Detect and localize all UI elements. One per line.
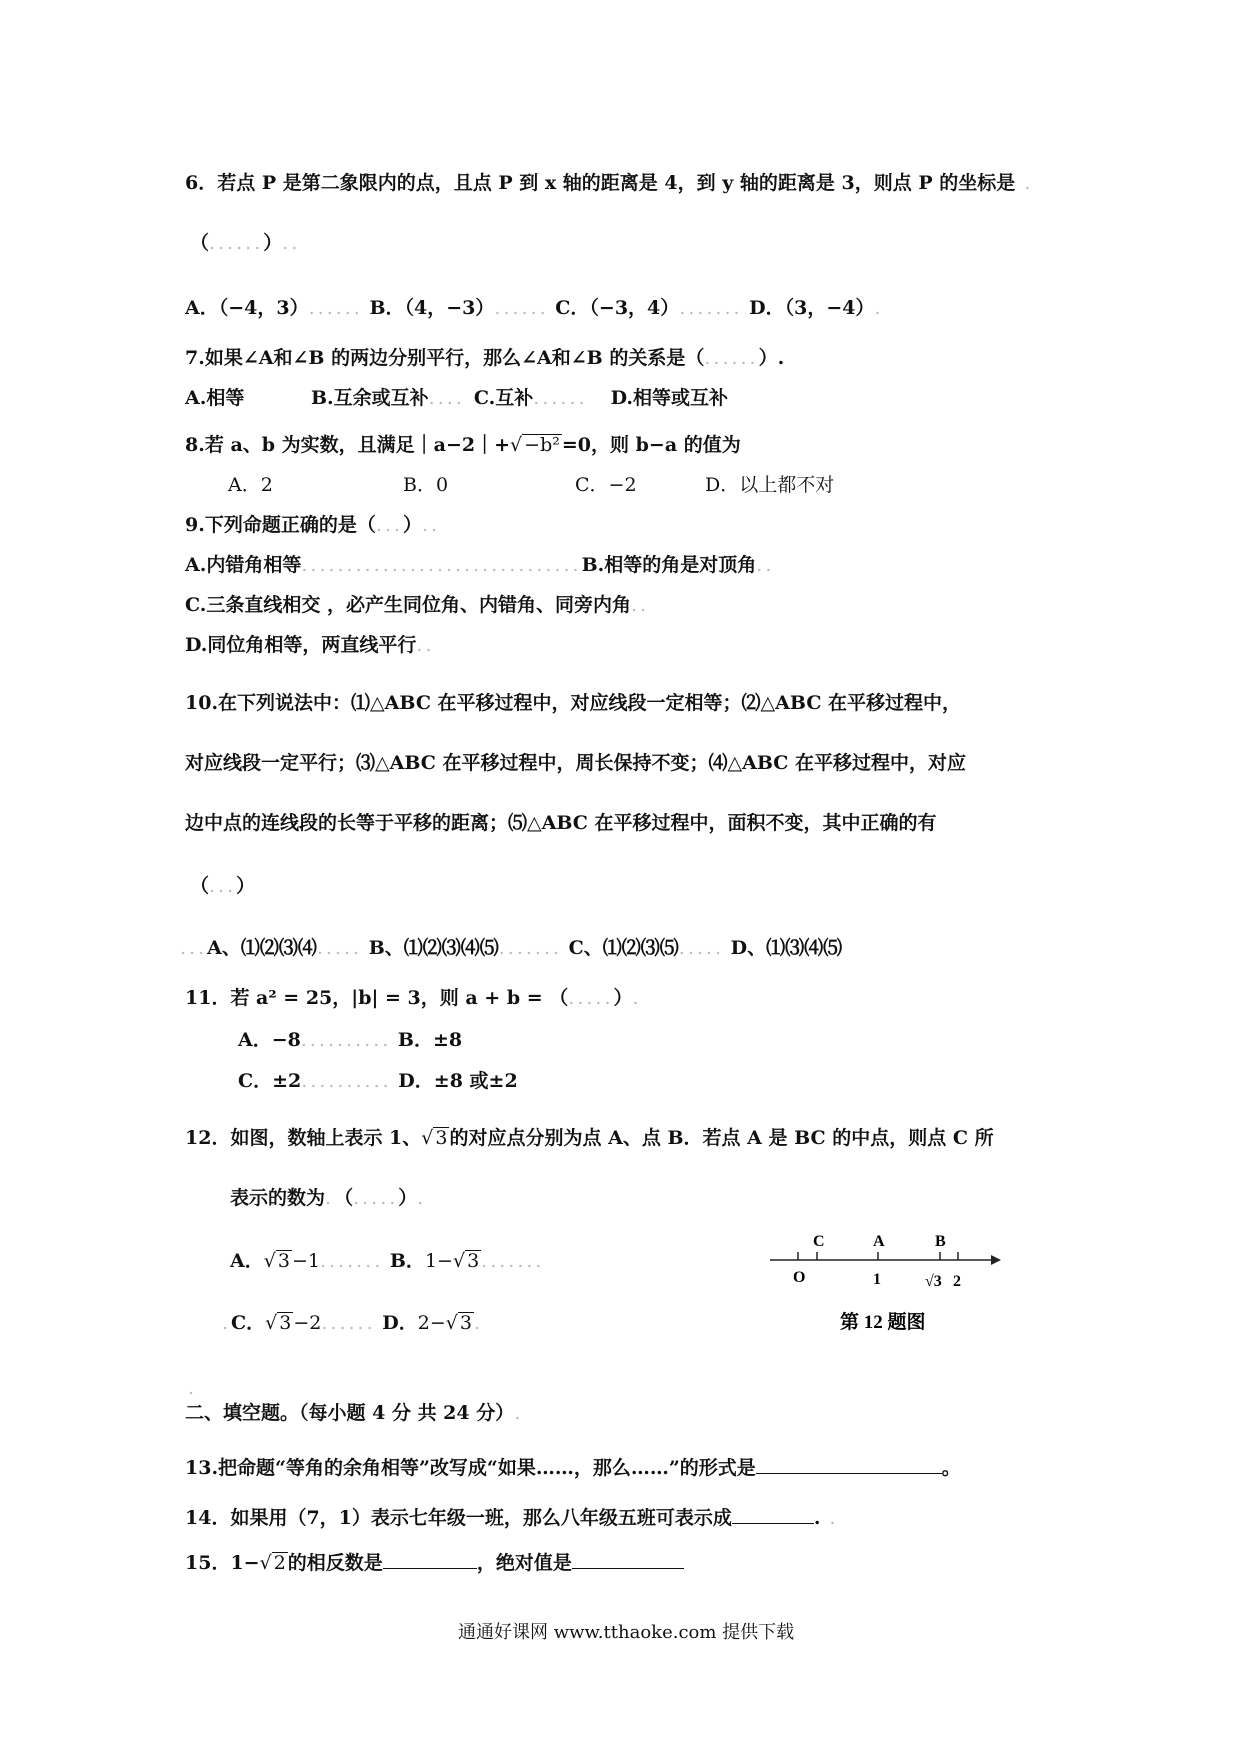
q6-option-d: D．（3，−4） xyxy=(749,297,875,319)
q10-options: ...A、⑴⑵⑶⑷..... B、⑴⑵⑶⑷⑸....... C、⑴⑵⑶⑸..... D、⑴⑶⑷⑸ xyxy=(180,937,843,959)
q7-option-d: D.相等或互补 xyxy=(610,387,728,409)
q8-options xyxy=(228,472,834,498)
stray-dot: . xyxy=(188,1377,198,1399)
q10-line3: 边中点的连线段的长等于平移的距离；⑸△ABC 在平移过程中，面积不变，其中正确的有 xyxy=(185,812,937,834)
q8-radicand: −b² xyxy=(524,434,560,456)
q15-absolute-blank[interactable] xyxy=(572,1548,684,1569)
q9-option-b: B.相等的角是对顶角 xyxy=(581,554,757,576)
q7-option-b: B.互余或互补 xyxy=(310,387,429,409)
label-c: C xyxy=(813,1233,825,1250)
q10-line1: 10.在下列说法中：⑴△ABC 在平移过程中，对应线段一定相等；⑵△ABC 在平移过程中， xyxy=(185,692,962,714)
q12-option-b: B．1−√ 3 xyxy=(389,1250,480,1272)
q10-paren: （...） xyxy=(190,875,256,897)
number-line-arrow xyxy=(991,1255,1001,1265)
number-line-svg xyxy=(765,1228,1005,1348)
q6-stem: 6．若点 P 是第二象限内的点，且点 P 到 x 轴的距离是 4，到 y 轴的距离是 3，则点 P 的坐标是 . xyxy=(185,172,1034,194)
q10-option-a: A、⑴⑵⑶⑷ xyxy=(207,937,317,959)
q9-option-d-row: D.同位角相等，两直线平行.. xyxy=(185,634,435,656)
q9-stem: 9.下列命题正确的是（...）.. xyxy=(185,514,441,536)
q10-option-d: D、⑴⑶⑷⑸ xyxy=(730,937,843,959)
q12-options-row1: A．√ 3 −1....... B．1−√ 3 ....... xyxy=(230,1250,545,1272)
label-a: A xyxy=(873,1233,885,1250)
q8-option-c: C．−2 xyxy=(575,474,637,496)
q12-option-a: A．√ 3 −1 xyxy=(230,1250,320,1272)
q11-option-c: C．±2 xyxy=(238,1070,302,1092)
q12-option-c: C．√ 3 −2 xyxy=(231,1312,322,1334)
label-b: B xyxy=(935,1233,946,1250)
q7-option-c: C.互补 xyxy=(473,387,534,409)
q6-options: A．（−4，3）...... B．（4，−3）...... C．（−3，4）....... D．（3，−4）. xyxy=(185,297,884,319)
q6-paren: （......）.. xyxy=(190,232,301,254)
q12-stem-radicand: 3 xyxy=(435,1127,448,1149)
q15-opposite-blank[interactable] xyxy=(383,1548,477,1569)
q7-stem: 7.如果∠A和∠B 的两边分别平行，那么∠A和∠B 的关系是（......）. xyxy=(185,347,785,369)
q11-option-b: B．±8 xyxy=(397,1029,463,1051)
q11-option-d: D．±8 或±2 xyxy=(398,1070,518,1092)
q9-option-a: A.内错角相等 xyxy=(185,554,302,576)
q8-option-d: D．以上都不对 xyxy=(705,474,835,496)
label-1: 1 xyxy=(873,1271,881,1288)
q14: 14．如果用（7，1）表示七年级一班，那么八年级五班可表示成 . . xyxy=(185,1503,839,1531)
q9-option-c-row: C.三条直线相交 ，必产生同位角、内错角、同旁内角.. xyxy=(185,594,650,616)
q11-stem: 11．若 a² = 25，|b| = 3，则 a + b = （.....）. xyxy=(185,987,642,1009)
label-2: 2 xyxy=(953,1273,961,1290)
q8-stem: 8.若 a、b 为实数，且满足｜a−2｜+√ −b² =0，则 b−a 的值为 xyxy=(185,434,741,456)
q8-option-a: A．2 xyxy=(228,474,273,496)
q7-options: A.相等 B.互余或互补.... C.互补...... D.相等或互补 xyxy=(185,387,728,409)
q12-line2: 表示的数为.（.....）. xyxy=(230,1187,427,1209)
q9-options-row1: A.内错角相等...............................B.相等的角是对顶角.. xyxy=(185,554,775,576)
q14-answer-blank[interactable] xyxy=(732,1503,814,1524)
q12-number-line-figure xyxy=(765,1228,1005,1348)
q9-option-d: D.同位角相等，两直线平行 xyxy=(185,634,417,656)
q6-option-c: C．（−3，4） xyxy=(555,297,680,319)
q13: 13.把命题“等角的余角相等”改写成“如果……，那么……”的形式是 。 xyxy=(185,1453,961,1481)
figure-caption: 第 12 题图 xyxy=(840,1312,926,1333)
q11-option-a: A．−8 xyxy=(238,1029,301,1051)
q10-option-b: B、⑴⑵⑶⑷⑸ xyxy=(368,937,499,959)
q12-options-row2: .C．√ 3 −2...... D．2−√ 3 . xyxy=(222,1312,484,1334)
label-o: O xyxy=(793,1269,806,1286)
q10-line2: 对应线段一定平行；⑶△ABC 在平移过程中，周长保持不变；⑷△ABC 在平移过程中，对应 xyxy=(185,752,967,774)
q6-option-a: A．（−4，3） xyxy=(185,297,309,319)
section2-title: 二、填空题。（每小题 4 分 共 24 分）. xyxy=(185,1402,524,1424)
q10-option-c: C、⑴⑵⑶⑸ xyxy=(568,937,679,959)
q11-options-row1: A．−8.......... B．±8 xyxy=(238,1029,463,1051)
q6-option-b: B．（4，−3） xyxy=(369,297,495,319)
footer-text: 通通好课网 www.tthaoke.com 提供下载 xyxy=(458,1622,795,1643)
q9-option-c: C.三条直线相交 ，必产生同位角、内错角、同旁内角 xyxy=(185,594,632,616)
q8-option-b: B．0 xyxy=(403,474,449,496)
q12-stem: 12．如图，数轴上表示 1、√ 3 的对应点分别为点 A、点 B．若点 A 是 BC 的中点，则点 C 所 xyxy=(185,1127,994,1149)
q13-answer-blank[interactable] xyxy=(756,1453,942,1474)
q15: 15．1−√ 2 的相反数是 ，绝对值是 xyxy=(185,1548,684,1576)
q11-options-row2: C．±2.......... D．±8 或±2 xyxy=(238,1070,518,1092)
q12-option-d: D．2−√ 3 xyxy=(382,1312,472,1334)
q7-option-a: A.相等 xyxy=(185,387,245,409)
label-sqrt3: √3 xyxy=(925,1273,942,1290)
